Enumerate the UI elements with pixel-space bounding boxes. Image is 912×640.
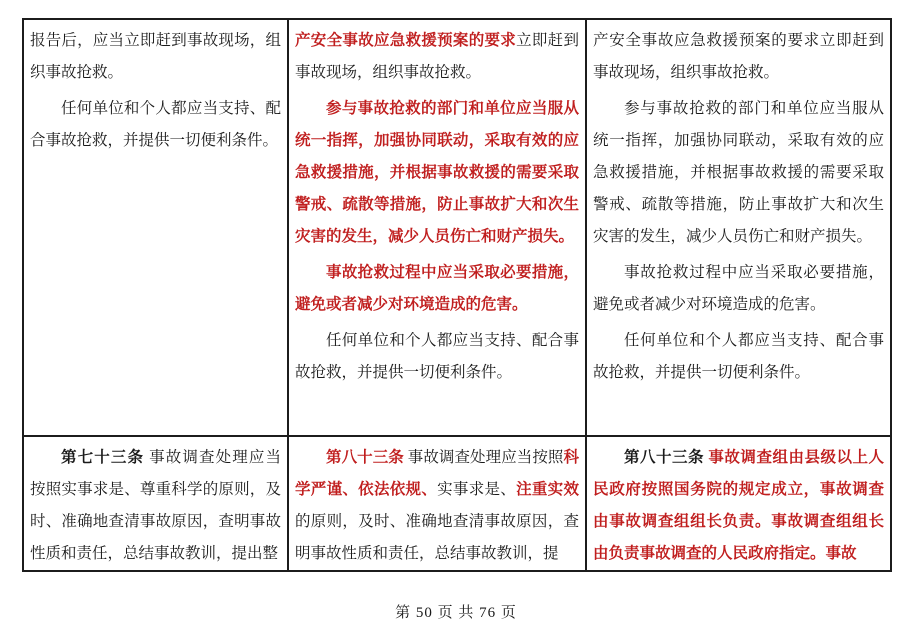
- table-cell-marked-revision: [288, 19, 586, 436]
- law-comparison-table: [22, 18, 892, 572]
- paragraph: [295, 25, 579, 89]
- paragraph: [295, 93, 579, 253]
- text-run: 事故抢救过程中应当采取必要措施，避免或者减少对环境造成的危害。: [295, 264, 579, 313]
- text-run: 参与事故抢救的部门和单位应当服从统一指挥，加强协同联动，采取有效的应急救援措施，并根据事故救援的需要采取警戒、疏散等措施，防止事故扩大和次生灾害的发生，减少人员伤亡和财产损失。: [295, 100, 579, 245]
- text-run: 产安全事故应急救援预案的要求立即赶到事故现场，组织事故抢救。: [593, 32, 884, 81]
- paragraph: [593, 325, 884, 389]
- paragraph: [30, 25, 281, 89]
- paragraph: [295, 442, 579, 570]
- text-run: 实事求是、: [437, 481, 517, 498]
- text-run: 事故抢救过程中应当采取必要措施，避免或者减少对环境造成的危害。: [593, 264, 884, 313]
- text-run: 第八十三条: [624, 449, 705, 466]
- paragraph: [30, 93, 281, 157]
- table-row: [23, 436, 891, 571]
- table-row: [23, 19, 891, 436]
- page-number: 第 50 页 共 76 页: [395, 605, 517, 621]
- table-cell-old-law-continuation: [23, 19, 288, 436]
- paragraph: [593, 257, 884, 321]
- text-run: 任何单位和个人都应当支持、配合事故抢救，并提供一切便利条件。: [30, 100, 281, 149]
- paragraph: [295, 325, 579, 389]
- table-cell-article-83-new: [586, 436, 891, 571]
- text-run: 任何单位和个人都应当支持、配合事故抢救，并提供一切便利条件。: [593, 332, 884, 381]
- paragraph: [593, 93, 884, 253]
- table-cell-new-law-clean: [586, 19, 891, 436]
- text-run: 事故调查处理应当按照实事求是、尊重科学的原则，及时、准确地查清事故原因，查明事故性质和责任，总结事故教训，提出整: [30, 449, 281, 562]
- paragraph: [30, 442, 281, 570]
- text-run: 的原则，及时、准确地查清事故原因，查明事故性质和责任，总结事故教训，提: [295, 513, 579, 562]
- text-run: 产安全事故应急救援预案的要求: [295, 32, 517, 49]
- text-run: 事故调查组由县级以上人民政府按照国务院的规定成立，事故调查由事故调查组组长负责。事故调查组组长由负责事故调查的人民政府指定。事故: [593, 449, 884, 562]
- paragraph: [593, 25, 884, 89]
- text-run: 第七十三条: [61, 449, 145, 466]
- paragraph: [295, 257, 579, 321]
- text-run: 注重实效: [516, 481, 579, 498]
- table-cell-article-73-old: [23, 436, 288, 571]
- text-run: 报告后，应当立即赶到事故现场，组织事故抢救。: [30, 32, 281, 81]
- table-cell-article-83-marked: [288, 436, 586, 571]
- text-run: 任何单位和个人都应当支持、配合事故抢救，并提供一切便利条件。: [295, 332, 579, 381]
- text-run: 科学严谨、依法依规、: [295, 449, 579, 498]
- text-run: 参与事故抢救的部门和单位应当服从统一指挥，加强协同联动，采取有效的应急救援措施，并根据事故救援的需要采取警戒、疏散等措施，防止事故扩大和次生灾害的发生，减少人员伤亡和财产损失。: [593, 100, 884, 245]
- text-run: 立即赶到事故现场，组织事故抢救。: [295, 32, 579, 81]
- paragraph: [593, 442, 884, 570]
- text-run: 事故调查处理应当按照: [403, 449, 564, 466]
- text-run: 第八十三条: [326, 449, 404, 466]
